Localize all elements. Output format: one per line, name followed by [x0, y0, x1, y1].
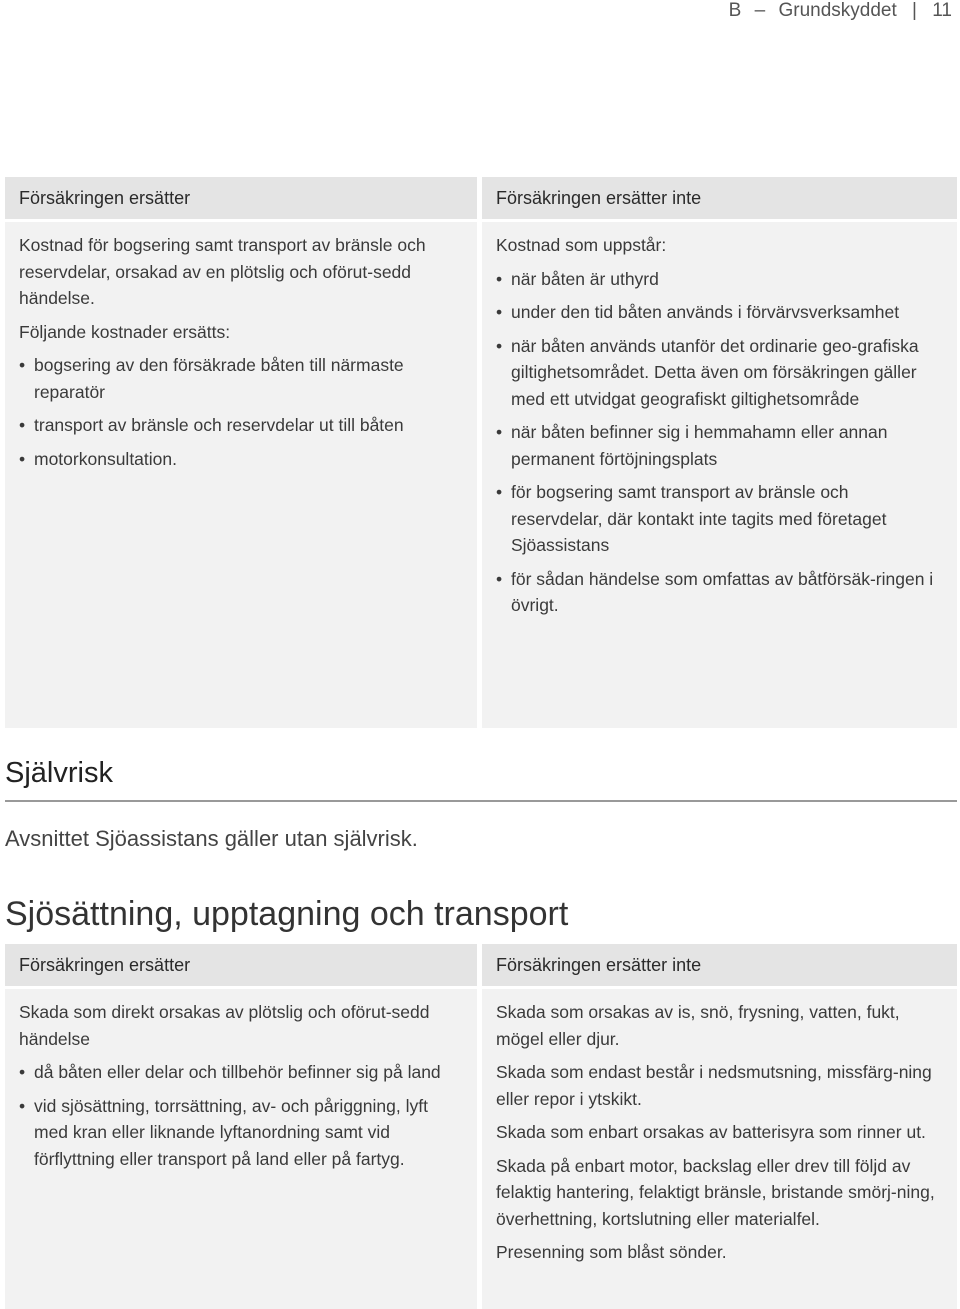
list-item: • när båten används utanför det ordinarie geo-grafiska giltighetsområdet. Detta även om försäkringen gäller med ett utvidgat geografiskt giltighetsområde [496, 333, 943, 413]
selvrisk-heading: Självrisk [5, 757, 113, 789]
covered-heading: Försäkringen ersätter [5, 944, 477, 989]
coverage-table-sjoassistans [5, 177, 957, 728]
selvrisk-text: Avsnittet Sjöassistans gäller utan självrisk. [5, 826, 418, 851]
list-item: • då båten eller delar och tillbehör befinner sig på land [19, 1059, 463, 1086]
list-item: • när båten är uthyrd [496, 266, 943, 293]
list-item: • vid sjösättning, torrsättning, av- och påriggning, lyft med kran eller liknande lyftanordning samt vid förflyttning eller transport på land eller på fartyg. [19, 1093, 463, 1173]
list-item: • transport av bränsle och reservdelar ut till båten [19, 412, 463, 439]
paragraph: Skada på enbart motor, backslag eller drev till följd av felaktig hantering, felaktigt bränsle, bristande smörj-ning, överhettning, kortslutning eller materialfel. [496, 1155, 935, 1229]
paragraph: Presenning som blåst sönder. [496, 1242, 727, 1262]
paragraph: Skada som orsakas av is, snö, frysning, vatten, fukt, mögel eller djur. [496, 1002, 900, 1049]
not-covered-heading: Försäkringen ersätter inte [482, 177, 957, 222]
coverage-table-sjosattning [5, 944, 957, 1309]
not-covered-body [482, 222, 957, 619]
header-dash: – [754, 0, 766, 21]
list-item: • under den tid båten används i förvärvsverksamhet [496, 299, 943, 326]
paragraph: Skada som endast består i nedsmutsning, missfärg-ning eller repor i ytskikt. [496, 1062, 932, 1109]
list-item: • för bogsering samt transport av bränsle och reservdelar, där kontakt inte tagits med företaget Sjöassistans [496, 479, 943, 559]
paragraph: Skada som enbart orsakas av batterisyra som rinner ut. [496, 1122, 926, 1142]
bullet-list [496, 266, 943, 619]
covered-heading: Försäkringen ersätter [5, 177, 477, 222]
list-item: • när båten befinner sig i hemmahamn eller annan permanent förtöjningsplats [496, 419, 943, 472]
bullet-list [19, 1059, 463, 1172]
covered-column [5, 177, 477, 728]
not-covered-body [482, 989, 957, 1266]
covered-body [5, 989, 477, 1172]
section-divider [5, 800, 957, 802]
header-divider: | [912, 0, 917, 21]
list-item: • bogsering av den försäkrade båten till närmaste reparatör [19, 352, 463, 405]
not-covered-heading: Försäkringen ersätter inte [482, 944, 957, 989]
not-covered-column [482, 944, 957, 1309]
section-heading: Sjösättning, upptagning och transport [5, 895, 569, 933]
list-item: • motorkonsultation. [19, 446, 463, 473]
header-title: Grundskyddet [778, 0, 897, 21]
paragraph: Skada som direkt orsakas av plötslig och oförut-sedd händelse [19, 1002, 430, 1049]
page-number: 11 [932, 0, 952, 21]
page-header [729, 0, 952, 24]
list-item: • för sådan händelse som omfattas av båtförsäk-ringen i övrigt. [496, 566, 943, 619]
covered-body [5, 222, 477, 472]
paragraph: Kostnad för bogsering samt transport av bränsle och reservdelar, orsakad av en plötslig och oförut-sedd händelse. [19, 235, 426, 308]
paragraph: Följande kostnader ersätts: [19, 321, 231, 342]
section-letter: B [728, 0, 742, 21]
bullet-list [19, 352, 463, 472]
not-covered-column [482, 177, 957, 728]
covered-column [5, 944, 477, 1309]
paragraph: Kostnad som uppstår: [496, 235, 667, 255]
